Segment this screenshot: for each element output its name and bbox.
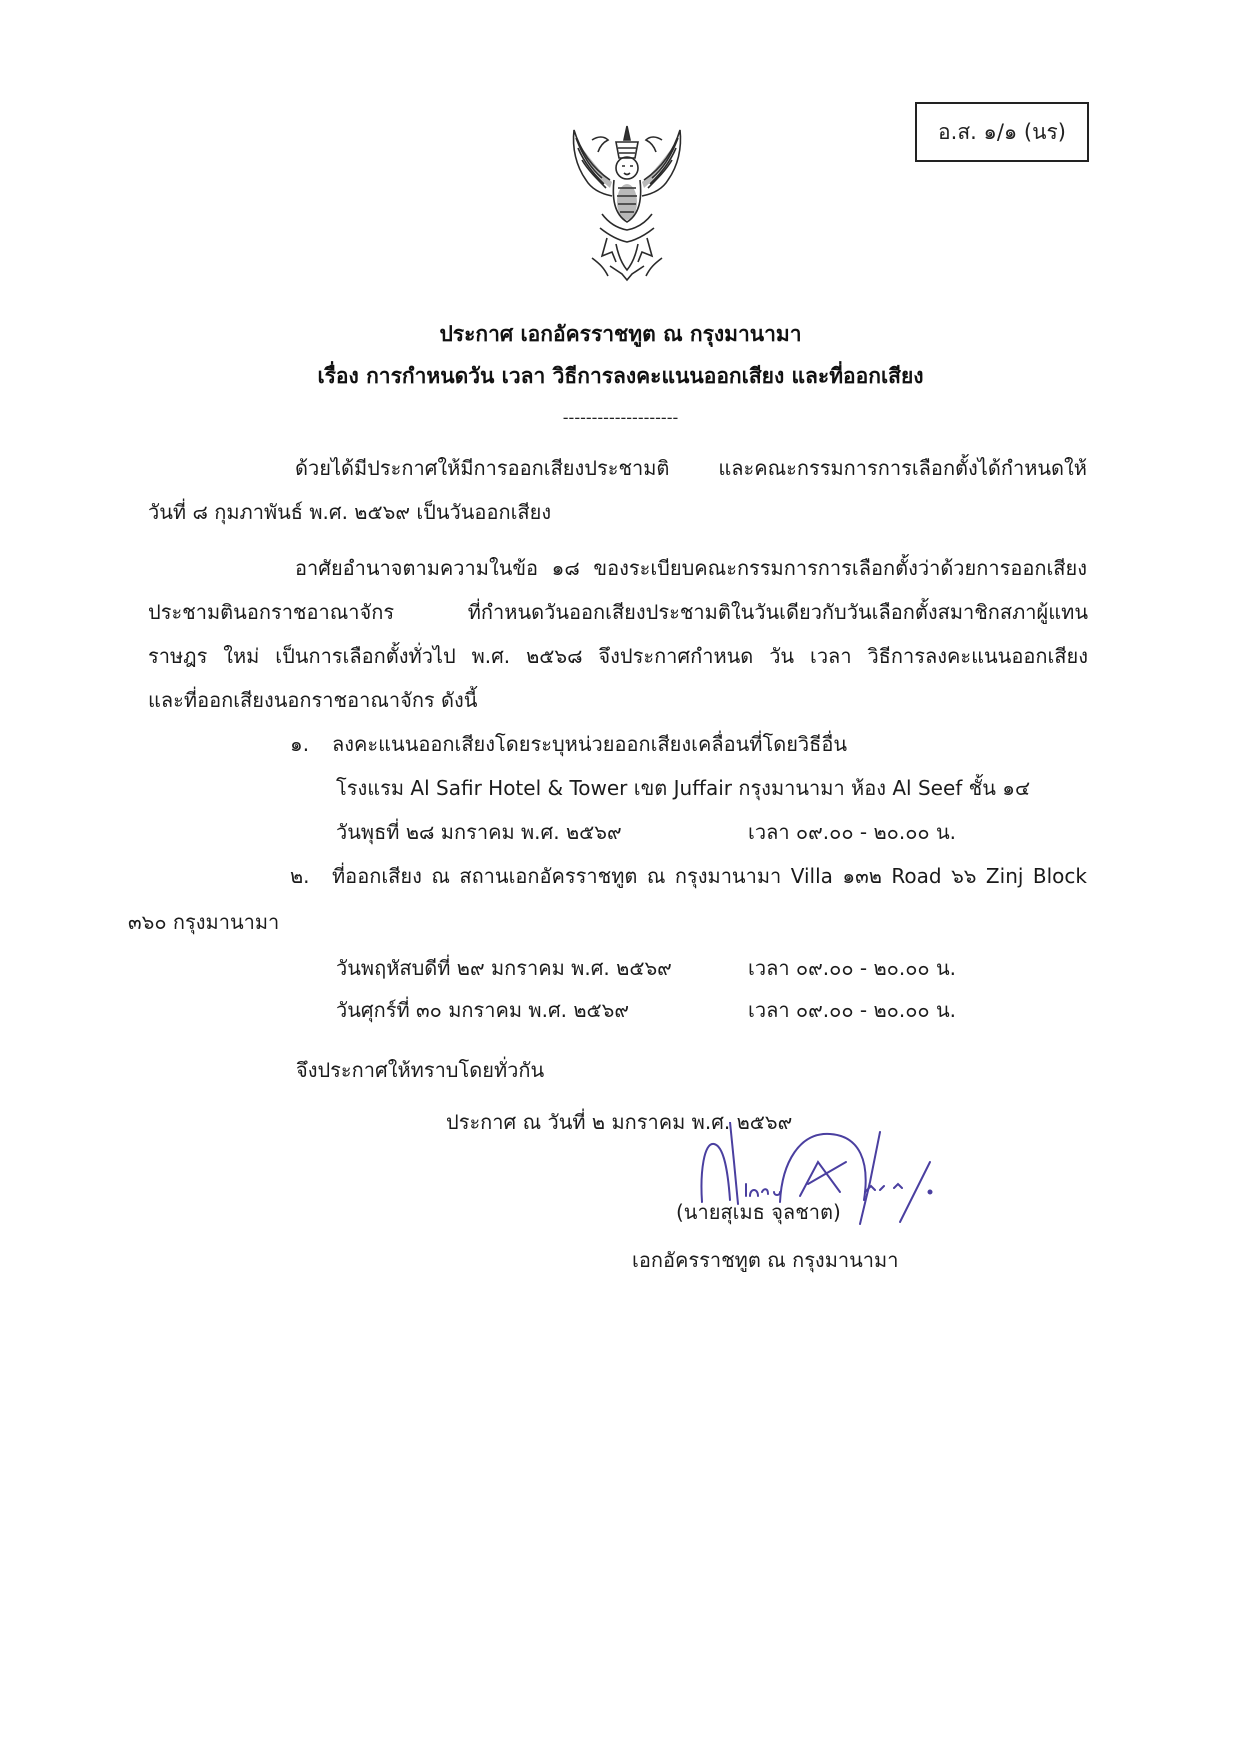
paragraph-2-line-3: ราษฎร ใหม่ เป็นการเลือกตั้งทั่วไป พ.ศ. ๒๕๖๘ จึงประกาศกำหนด วัน เวลา วิธีการลงคะแนนออกเสียง <box>148 644 1088 668</box>
item-2-heading-continued: ๓๖๐ กรุงมานามา <box>128 910 280 934</box>
paragraph-1-line-2: วันที่ ๘ กุมภาพันธ์ พ.ศ. ๒๕๖๙ เป็นวันออกเสียง <box>148 500 552 524</box>
garuda-emblem-icon <box>552 118 702 288</box>
item-1-number: ๑. <box>290 732 310 756</box>
item-2-date-2: วันศุกร์ที่ ๓๐ มกราคม พ.ศ. ๒๕๖๙ <box>336 998 630 1022</box>
signer-title: เอกอัครราชทูต ณ กรุงมานามา <box>632 1248 899 1272</box>
reference-code: อ.ส. ๑/๑ (นร) <box>938 119 1066 144</box>
item-1-date: วันพุธที่ ๒๘ มกราคม พ.ศ. ๒๕๖๙ <box>336 820 622 844</box>
item-2-number: ๒. <box>290 864 310 888</box>
paragraph-2-line-2: ประชามตินอกราชอาณาจักร ที่กำหนดวันออกเสียงประชามติในวันเดียวกับวันเลือกตั้งสมาชิกสภาผู้แทน <box>148 600 1088 624</box>
announced-date: ประกาศ ณ วันที่ ๒ มกราคม พ.ศ. ๒๕๖๙ <box>446 1110 793 1134</box>
paragraph-2-line-1: อาศัยอำนาจตามความในข้อ ๑๘ ของระเบียบคณะกรรมการการเลือกตั้งว่าด้วยการออกเสียง <box>295 556 1087 580</box>
item-2-time-2: เวลา ๐๙.๐๐ - ๒๐.๐๐ น. <box>748 998 957 1022</box>
closing-statement: จึงประกาศให้ทราบโดยทั่วกัน <box>296 1058 545 1082</box>
announcement-subject: เรื่อง การกำหนดวัน เวลา วิธีการลงคะแนนออกเสียง และที่ออกเสียง <box>317 364 924 388</box>
item-1-heading: ลงคะแนนออกเสียงโดยระบุหน่วยออกเสียงเคลื่อนที่โดยวิธีอื่น <box>332 732 848 756</box>
item-2-date-1: วันพฤหัสบดีที่ ๒๙ มกราคม พ.ศ. ๒๕๖๙ <box>336 956 672 980</box>
paragraph-2-line-4: และที่ออกเสียงนอกราชอาณาจักร ดังนี้ <box>148 688 478 712</box>
item-1-time: เวลา ๐๙.๐๐ - ๒๐.๐๐ น. <box>748 820 957 844</box>
item-2-heading: ที่ออกเสียง ณ สถานเอกอัครราชทูต ณ กรุงมานามา Villa ๑๓๒ Road ๖๖ Zinj Block <box>332 864 1087 888</box>
reference-code-box <box>915 102 1089 162</box>
signer-name: (นายสุเมธ จุลชาต) <box>676 1200 841 1224</box>
paragraph-1-line-1: ด้วยได้มีประกาศให้มีการออกเสียงประชามติ และคณะกรรมการการเลือกตั้งได้กำหนดให้ <box>295 456 1087 480</box>
announcement-title: ประกาศ เอกอัครราชทูต ณ กรุงมานามา <box>439 322 802 346</box>
item-2-time-1: เวลา ๐๙.๐๐ - ๒๐.๐๐ น. <box>748 956 957 980</box>
title-separator: -------------------- <box>562 408 679 427</box>
item-1-location: โรงแรม Al Safir Hotel & Tower เขต Juffair กรุงมานามา ห้อง Al Seef ชั้น ๑๔ <box>336 776 1031 800</box>
